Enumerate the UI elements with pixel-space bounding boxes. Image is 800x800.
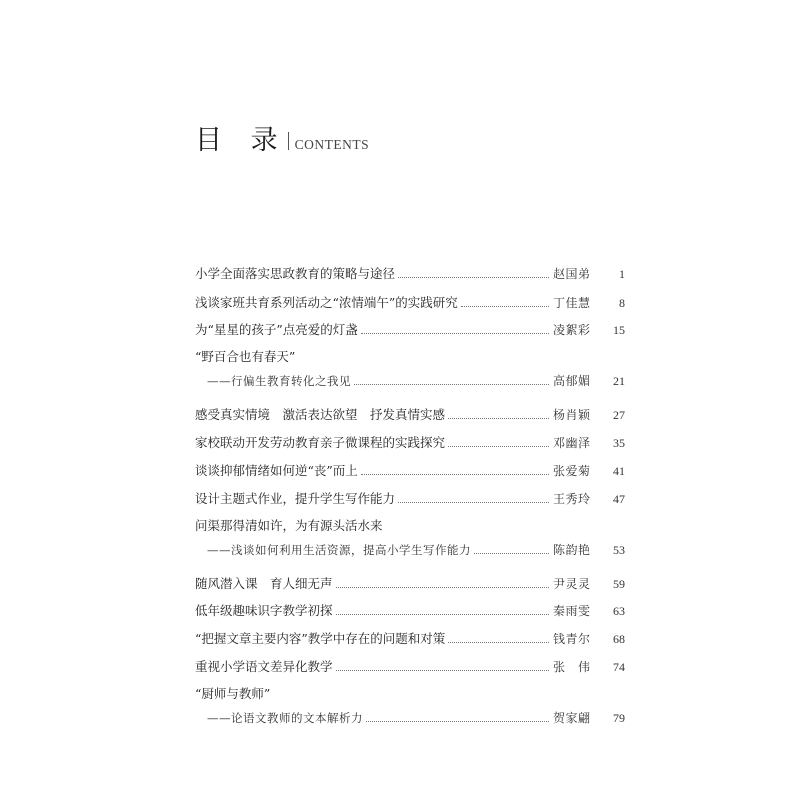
entry-author: 高郁媚 <box>553 374 591 388</box>
toc-subtitle: CONTENTS <box>294 137 370 152</box>
toc-entry-title-line[interactable] <box>195 684 625 704</box>
entry-page: 53 <box>613 543 625 557</box>
entry-title: “把握文章主要内容”教学中存在的问题和对策 <box>195 631 446 646</box>
toc-entry[interactable] <box>195 405 625 425</box>
entry-title: 家校联动开发劳动教育亲子微课程的实践探究 <box>195 435 446 450</box>
toc-entry-title-line[interactable] <box>195 516 625 536</box>
dot-leader <box>448 446 549 447</box>
entry-author: 丁佳慧 <box>553 296 591 310</box>
entry-title: 小学全面落实思政教育的策略与途径 <box>195 266 396 281</box>
toc-entry[interactable] <box>195 320 625 340</box>
entry-author: 钱青尔 <box>553 632 591 646</box>
entry-page: 79 <box>613 711 625 725</box>
entry-title: 设计主题式作业，提升学生写作能力 <box>195 491 396 506</box>
dot-leader <box>448 418 549 419</box>
toc-entry-subtitle-line[interactable] <box>195 540 625 560</box>
entry-author: 凌絮彩 <box>553 323 591 337</box>
entry-author: 秦雨雯 <box>553 604 591 618</box>
entry-page: 8 <box>619 296 625 310</box>
entry-page: 68 <box>613 632 625 646</box>
dot-leader <box>398 502 549 503</box>
dot-leader <box>361 474 549 475</box>
entry-page: 1 <box>619 267 625 281</box>
entry-title: 随风潜入课 育人细无声 <box>195 576 333 591</box>
toc-title: 目 录 <box>195 125 288 156</box>
dot-leader <box>361 333 549 334</box>
entry-page: 15 <box>613 323 625 337</box>
toc-entry[interactable] <box>195 293 625 313</box>
dot-leader <box>336 670 549 671</box>
toc-entry[interactable] <box>195 657 625 677</box>
entry-page: 59 <box>613 577 625 591</box>
entry-title: 感受真实情境 激活表达欲望 抒发真情实感 <box>195 407 446 422</box>
entry-author: 陈韵艳 <box>553 543 591 557</box>
toc-entry-subtitle-line[interactable] <box>195 371 625 391</box>
entry-title: “野百合也有春天” <box>195 349 296 364</box>
dot-leader <box>336 587 549 588</box>
entry-page: 47 <box>613 492 625 506</box>
entry-page: 35 <box>613 436 625 450</box>
dot-leader <box>398 277 549 278</box>
entry-page: 21 <box>613 374 625 388</box>
entry-subtitle: ——浅谈如何利用生活资源，提高小学生写作能力 <box>207 543 471 557</box>
entry-title: 问渠那得清如许，为有源头活水来 <box>195 518 383 533</box>
entry-author: 张爱菊 <box>553 464 591 478</box>
entry-title: 低年级趣味识字教学初探 <box>195 603 333 618</box>
entry-author: 邓幽泽 <box>553 436 591 450</box>
dot-leader <box>336 614 549 615</box>
entry-title: “厨师与教师” <box>195 686 271 701</box>
toc-entry[interactable] <box>195 629 625 649</box>
toc-heading <box>195 118 369 157</box>
toc-entry[interactable] <box>195 433 625 453</box>
entry-author: 张 伟 <box>553 660 591 674</box>
entry-author: 贺家翩 <box>553 711 591 725</box>
entry-author: 王秀玲 <box>553 492 591 506</box>
toc-entry-title-line[interactable] <box>195 347 625 367</box>
entry-author: 尹灵灵 <box>553 577 591 591</box>
entry-page: 27 <box>613 408 625 422</box>
entry-subtitle: ——论语文教师的文本解析力 <box>207 711 363 725</box>
dot-leader <box>474 553 549 554</box>
entry-page: 74 <box>613 660 625 674</box>
heading-divider <box>288 132 289 150</box>
entry-page: 41 <box>613 464 625 478</box>
entry-title: 谈谈抑郁情绪如何逆“丧”而上 <box>195 463 358 478</box>
toc-entry[interactable] <box>195 489 625 509</box>
entry-subtitle: ——行偏生教育转化之我见 <box>207 374 351 388</box>
dot-leader <box>461 306 549 307</box>
entry-title: 重视小学语文差异化教学 <box>195 659 333 674</box>
dot-leader <box>354 384 549 385</box>
entry-title: 为“星星的孩子”点亮爱的灯盏 <box>195 322 358 337</box>
toc-entry[interactable] <box>195 264 625 284</box>
dot-leader <box>448 642 549 643</box>
entry-author: 杨肖颖 <box>553 408 591 422</box>
entry-page: 63 <box>613 604 625 618</box>
toc-entry[interactable] <box>195 601 625 621</box>
toc-entry[interactable] <box>195 574 625 594</box>
toc-entry-subtitle-line[interactable] <box>195 708 625 728</box>
entry-title: 浅谈家班共育系列活动之“浓情端午”的实践研究 <box>195 295 458 310</box>
toc-entry[interactable] <box>195 461 625 481</box>
dot-leader <box>366 721 549 722</box>
entry-author: 赵国弟 <box>553 267 591 281</box>
